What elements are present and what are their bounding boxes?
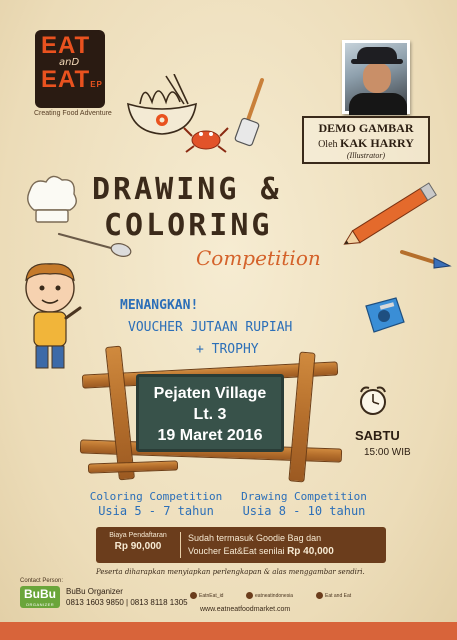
demo-role: (Illustrator) — [346, 151, 386, 160]
fee-desc-line1: Sudah termasuk Goodie Bag dan — [188, 533, 322, 543]
social-instagram[interactable] — [246, 592, 293, 599]
instagram-handle: eatneatindonesia — [255, 592, 294, 599]
website-link[interactable]: www.eatneatfoodmarket.com — [200, 606, 291, 613]
social-twitter[interactable] — [190, 592, 223, 599]
photo-face — [363, 63, 391, 93]
fee-desc-prefix: Voucher Eat&Eat senilai — [188, 546, 285, 556]
paint-brush-icon — [400, 246, 452, 276]
illustrator-photo — [342, 40, 410, 114]
brand-tagline: Creating Food Adventure — [34, 110, 112, 117]
photo-shirt — [349, 93, 407, 115]
eat-and-eat-logo — [35, 30, 105, 108]
bottom-stripe — [0, 622, 457, 640]
contact-phones: 0813 1603 9850 | 0813 8118 1305 — [66, 598, 188, 607]
wood-plank-base — [88, 460, 178, 473]
twitter-handle: EatnEat_id — [199, 592, 224, 599]
contact-name: BuBu Organizer — [66, 587, 123, 596]
boy-illustration-icon — [14, 258, 86, 378]
spatula-icon — [234, 80, 262, 146]
logo-line-2-text: EAT — [41, 66, 91, 93]
social-facebook[interactable] — [316, 592, 351, 599]
facebook-handle: Eat and Eat — [325, 592, 352, 599]
prize-headline: MENANGKAN! — [120, 298, 199, 313]
venue-date: 19 Maret 2016 — [157, 427, 263, 444]
demo-by — [304, 136, 428, 151]
logo-line-1: EAT — [41, 32, 91, 59]
demo-by-prefix: Oleh — [318, 139, 338, 150]
demo-title: DEMO GAMBAR — [318, 121, 414, 135]
logo-and: anD — [59, 57, 80, 68]
competition-coloring-name: Coloring Competition — [89, 490, 223, 503]
event-day: SABTU — [355, 428, 400, 443]
title-competition: Competition — [196, 246, 321, 270]
noodle-bowl-icon — [128, 74, 196, 134]
prize-trophy: + TROPHY — [196, 342, 259, 357]
logo-ep: EP — [90, 80, 103, 89]
fee-price: Rp 90,000 — [114, 541, 162, 552]
bubu-organizer-logo — [20, 586, 60, 608]
venue-board — [136, 374, 284, 452]
participant-note: Peserta diharapkan menyiapkan perlengkapan & alas menggambar sendiri. — [96, 568, 365, 576]
competition-drawing-age: Usia 8 - 10 tahun — [242, 504, 366, 518]
logo-line-2 — [41, 66, 103, 97]
competition-drawing-name: Drawing Competition — [241, 490, 367, 503]
venue-place: Pejaten Village — [153, 385, 267, 402]
illustrator-demo-box — [302, 116, 430, 164]
title-coloring: COLORING — [104, 208, 273, 243]
sharpener-icon — [362, 296, 408, 336]
crab-icon — [184, 128, 228, 152]
alarm-clock-icon — [358, 384, 388, 418]
fee-divider — [180, 532, 181, 558]
venue-floor: Lt. 3 — [193, 406, 227, 423]
registration-fee-bar — [96, 527, 386, 563]
wood-post-left — [105, 346, 135, 481]
prize-voucher: VOUCHER JUTAAN RUPIAH — [128, 320, 293, 335]
competition-coloring-age: Usia 5 - 7 tahun — [98, 504, 214, 518]
fee-desc-line2 — [188, 545, 382, 558]
instagram-icon — [246, 592, 253, 599]
twitter-icon — [190, 592, 197, 599]
title-drawing: DRAWING & — [92, 172, 282, 207]
bubu-logo-sub: ORGANIZER — [25, 602, 55, 607]
chef-hat-icon — [22, 170, 82, 230]
facebook-icon — [316, 592, 323, 599]
contact-label: Contact Person: — [20, 578, 64, 584]
fee-left — [102, 532, 174, 552]
fee-label: Biaya Pendaftaran — [109, 532, 167, 539]
photo-hat — [357, 47, 397, 61]
event-time: 15:00 WIB — [364, 447, 411, 458]
fee-desc-value: Rp 40,000 — [287, 546, 334, 557]
fee-description — [188, 532, 382, 558]
bubu-logo-text: BuBu — [24, 587, 56, 601]
demo-by-name: KAK HARRY — [340, 136, 414, 150]
